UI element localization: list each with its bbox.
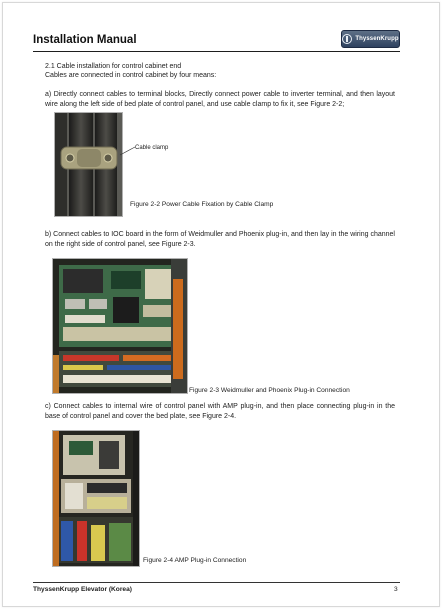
logo-mark-icon xyxy=(342,34,352,44)
footer-rule xyxy=(33,582,400,583)
figure-2-3-photo xyxy=(52,258,188,394)
thyssenkrupp-logo xyxy=(341,30,400,48)
document-title: Installation Manual xyxy=(33,34,137,46)
item-c-text: c) Connect cables to internal wire of control panel with AMP plug-in, and then place connecting plug-in in the base of control panel and cover the bed plate, see Figure 2-4. xyxy=(45,403,395,420)
cable-clamp-photo-drawing xyxy=(55,113,122,216)
item-b-text: b) Connect cables to IOC board in the form of Weidmuller and Phoenix plug-in, and then lay in the wiring channel on the right side of control panel, see Figure 2-3. xyxy=(45,231,395,248)
footer-company: ThyssenKrupp Elevator (Korea) xyxy=(33,586,132,593)
amp-plugin-photo-drawing xyxy=(53,431,139,566)
page-number: 3 xyxy=(394,586,398,593)
figure-2-2-photo xyxy=(54,112,123,217)
item-a-text: a) Directly connect cables to terminal blocks, Directly connect power cable to inverter terminal, and then layout wire along the left side of bed plate of control panel, and use cable clamp to fix it, see Figure 2-2; xyxy=(45,91,395,108)
page-header xyxy=(33,30,400,52)
figure-2-3-caption: Figure 2-3 Weidmuller and Phoenix Plug-in Connection xyxy=(189,387,350,394)
figure-2-4-caption: Figure 2-4 AMP Plug-in Connection xyxy=(143,557,247,564)
cable-clamp-callout-label: Cable clamp xyxy=(135,145,169,151)
figure-2-2-caption: Figure 2-2 Power Cable Fixation by Cable Clamp xyxy=(130,201,274,208)
header-rule xyxy=(33,51,400,52)
section-heading: 2.1 Cable installation for control cabinet end xyxy=(45,63,182,70)
ioc-board-photo-drawing xyxy=(53,259,187,393)
figure-2-4-photo xyxy=(52,430,140,567)
section-intro: Cables are connected in control cabinet by four means: xyxy=(45,72,217,79)
logo-text: ThyssenKrupp xyxy=(355,36,399,42)
